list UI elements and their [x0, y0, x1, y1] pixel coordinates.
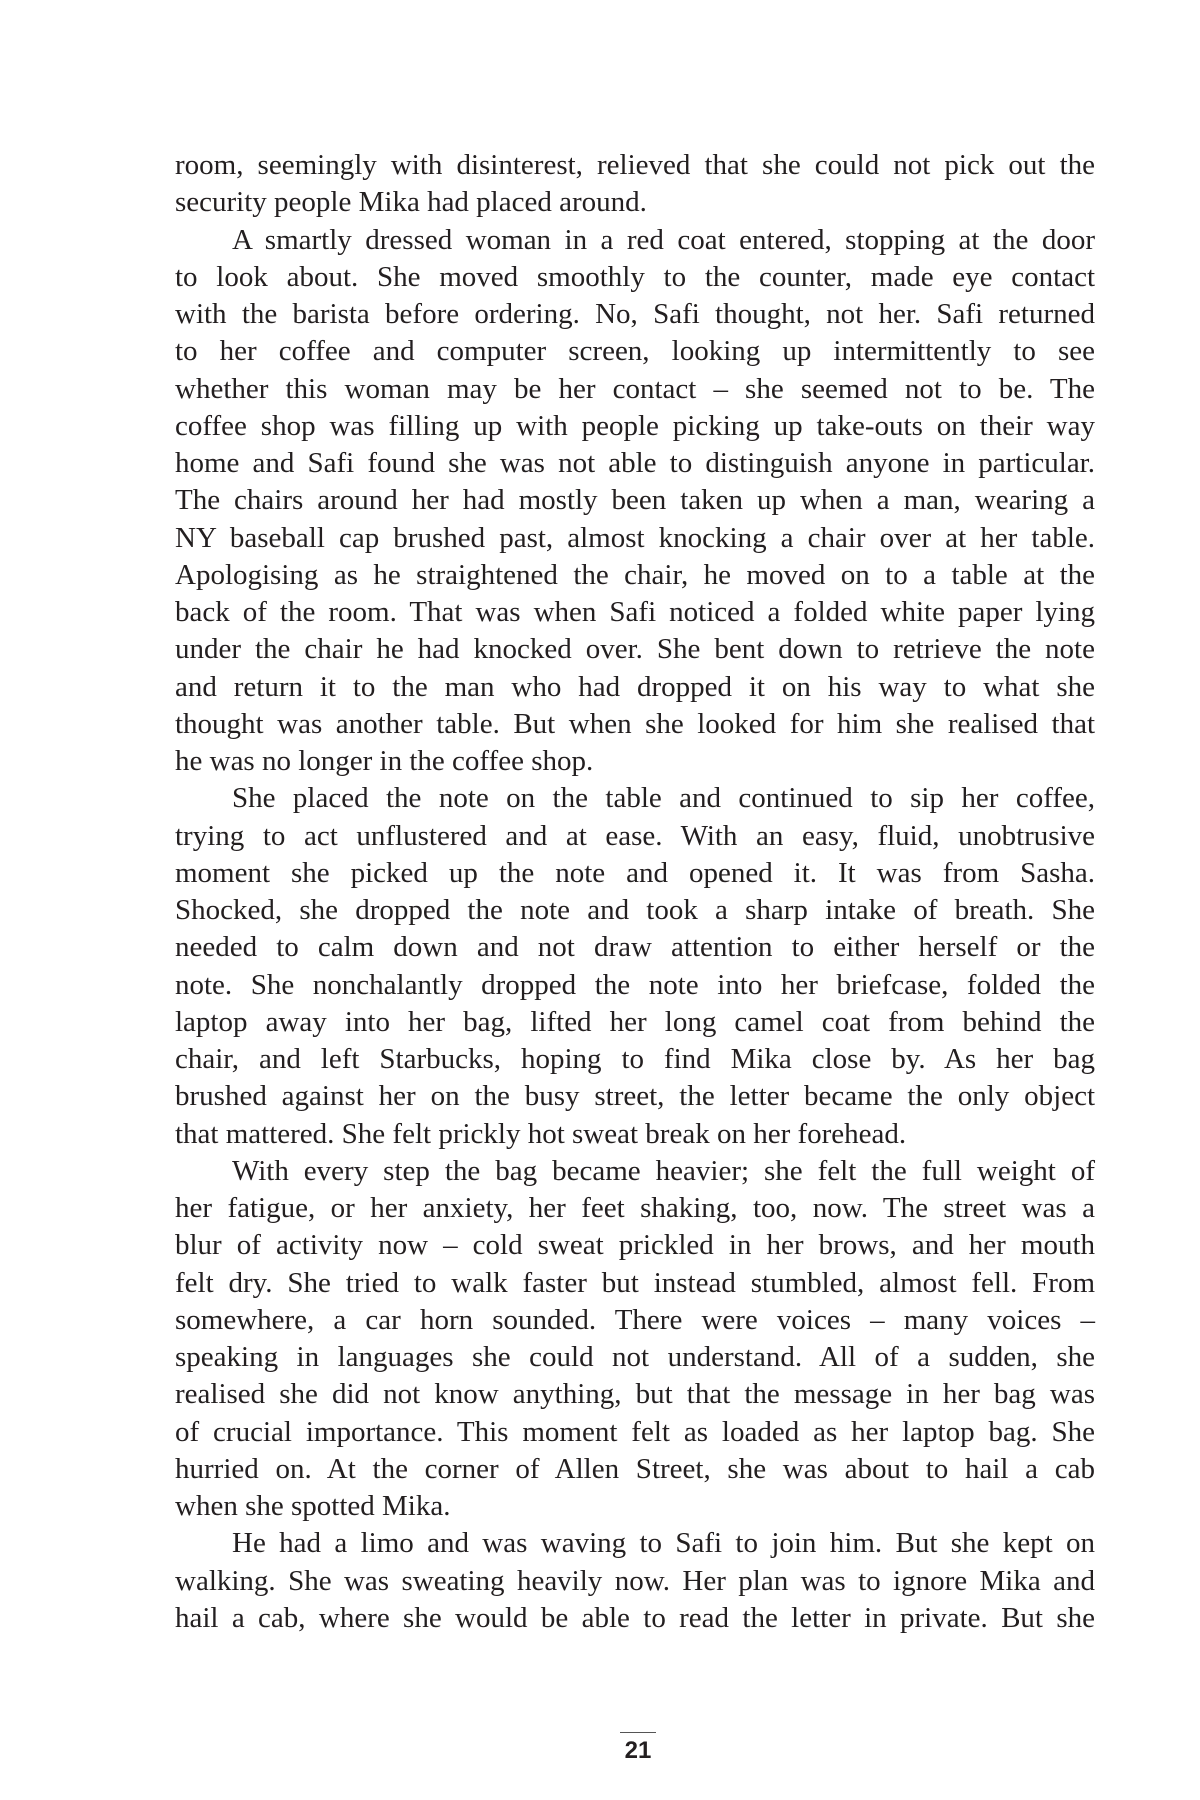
- text-line: A smartly dressed woman in a red coat entered, stopping at the door: [232, 223, 1095, 256]
- text-line: She placed the note on the table and continued to sip her coffee,: [232, 782, 1095, 815]
- text-line: trying to act unflustered and at ease. With an easy, fluid, unobtrusive: [175, 819, 1095, 852]
- text-line: NY baseball cap brushed past, almost knocking a chair over at her table.: [175, 521, 1095, 554]
- text-line: back of the room. That was when Safi noticed a folded white paper lying: [175, 596, 1095, 628]
- paragraph: [175, 1525, 1095, 1637]
- text-line: speaking in languages she could not understand. All of a sudden, she: [175, 1341, 1095, 1373]
- text-line: With every step the bag became heavier; she felt the full weight of: [232, 1154, 1095, 1187]
- text-line: when she spotted Mika.: [175, 1490, 451, 1522]
- text-line: he was no longer in the coffee shop.: [175, 745, 594, 777]
- text-line: home and Safi found she was not able to distinguish anyone in particular.: [175, 447, 1095, 479]
- text-line: brushed against her on the busy street, the letter became the only object: [175, 1080, 1095, 1113]
- text-line: room, seemingly with disinterest, relieved that she could not pick out the: [175, 149, 1095, 181]
- text-line: with the barista before ordering. No, Safi thought, not her. Safi returned: [175, 298, 1095, 330]
- text-line: hurried on. At the corner of Allen Street, she was about to hail a cab: [175, 1452, 1095, 1485]
- text-line: hail a cab, where she would be able to read the letter in private. But she: [175, 1601, 1095, 1634]
- text-line: and return it to the man who had dropped it on his way to what she: [175, 670, 1095, 703]
- text-line: her fatigue, or her anxiety, her feet shaking, too, now. The street was a: [175, 1192, 1095, 1224]
- text-line: blur of activity now – cold sweat prickled in her brows, and her mouth: [175, 1229, 1095, 1262]
- text-line: Shocked, she dropped the note and took a sharp intake of breath. She: [175, 894, 1095, 926]
- text-line: somewhere, a car horn sounded. There were voices – many voices –: [175, 1303, 1095, 1336]
- paragraph: [175, 1153, 1095, 1526]
- text-line: moment she picked up the note and opened it. It was from Sasha.: [175, 856, 1095, 889]
- text-line: to look about. She moved smoothly to the counter, made eye contact: [175, 260, 1095, 293]
- page-body: [175, 147, 1095, 1637]
- text-line: The chairs around her had mostly been taken up when a man, wearing a: [175, 484, 1095, 517]
- text-line: realised she did not know anything, but that the message in her bag was: [175, 1378, 1095, 1411]
- text-line: of crucial importance. This moment felt as loaded as her laptop bag. She: [175, 1415, 1095, 1448]
- text-line: to her coffee and computer screen, looking up intermittently to see: [175, 335, 1095, 368]
- page-number: 21: [624, 1737, 652, 1764]
- page-number-rule: [620, 1732, 656, 1733]
- text-line: that mattered. She felt prickly hot sweat break on her forehead.: [175, 1117, 907, 1150]
- text-line: walking. She was sweating heavily now. Her plan was to ignore Mika and: [175, 1564, 1095, 1597]
- text-line: coffee shop was filling up with people picking up take-outs on their way: [175, 409, 1095, 442]
- paragraph: [175, 222, 1095, 781]
- text-line: thought was another table. But when she looked for him she realised that: [175, 707, 1095, 740]
- text-line: laptop away into her bag, lifted her long camel coat from behind the: [175, 1005, 1095, 1038]
- text-line: under the chair he had knocked over. She bent down to retrieve the note: [175, 633, 1095, 666]
- text-line: needed to calm down and not draw attention to either herself or the: [175, 931, 1095, 964]
- text-line: note. She nonchalantly dropped the note into her briefcase, folded the: [175, 968, 1095, 1001]
- text-line: security people Mika had placed around.: [175, 186, 647, 219]
- paragraph: [175, 147, 1095, 222]
- text-line: chair, and left Starbucks, hoping to find Mika close by. As her bag: [175, 1043, 1095, 1075]
- text-line: Apologising as he straightened the chair, he moved on to a table at the: [175, 558, 1095, 591]
- paragraph: [175, 780, 1095, 1153]
- text-line: He had a limo and was waving to Safi to join him. But she kept on: [232, 1527, 1095, 1560]
- text-line: whether this woman may be her contact – she seemed not to be. The: [175, 372, 1095, 405]
- text-line: felt dry. She tried to walk faster but instead stumbled, almost fell. From: [175, 1266, 1095, 1299]
